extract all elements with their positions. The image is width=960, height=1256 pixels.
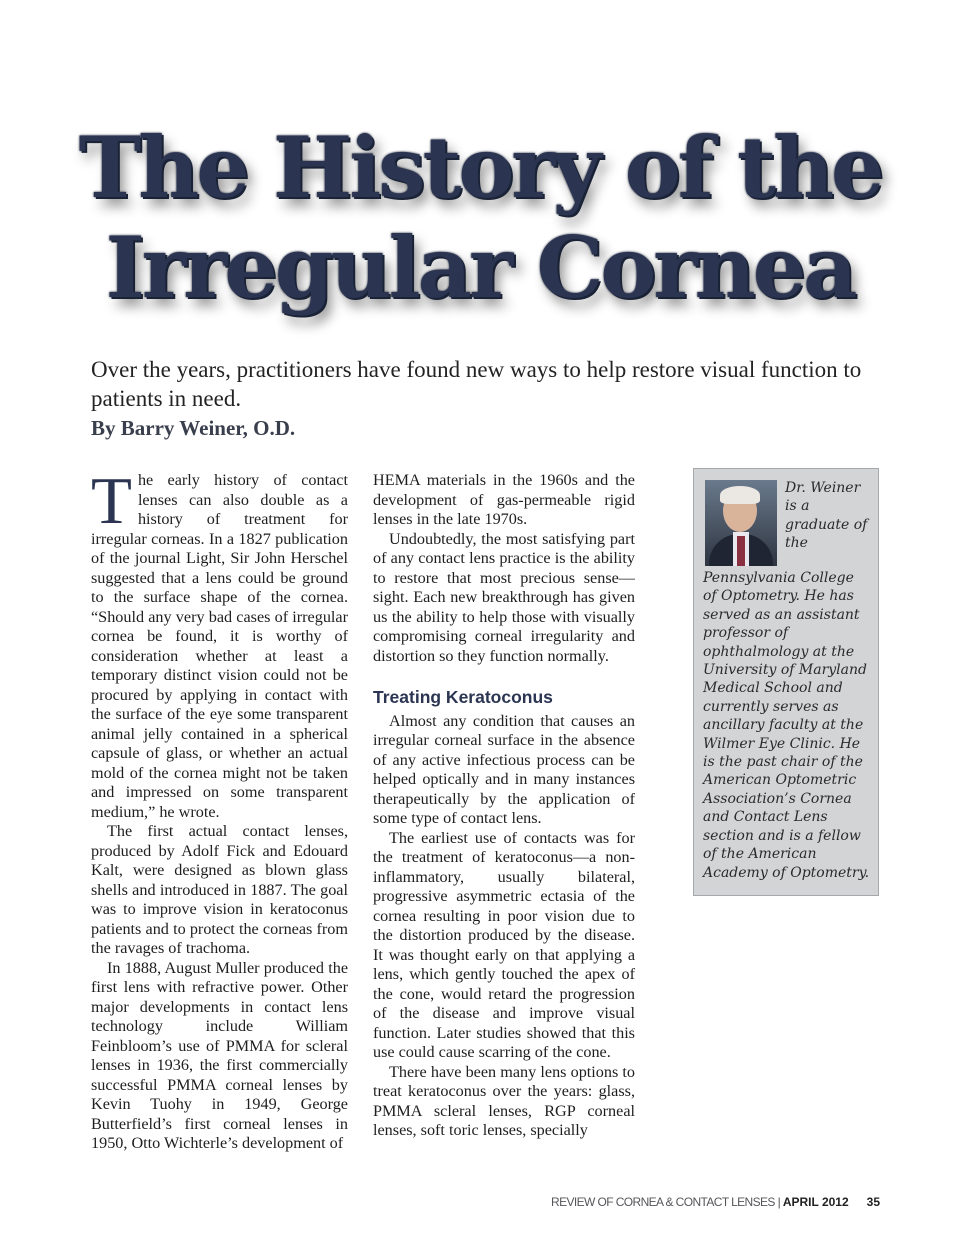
author-photo [705,480,777,566]
paragraph [91,464,348,822]
paragraph-text: he early history of contact lenses can also double as a history of treatment for irregular corneas. In a 1827 publication of the journal Light, Sir John Herschel suggested that a lens could be ground to the surface shape of the cornea. “Should any very bad cases of irregular cornea be found, it is worthy of consideration whether at least a temporary distinct vision could not be procured by applying in contact with the surface of the eye some transparent animal jelly contained in a spherical capsule of glass, or whether an actual mold of the cornea might not be taken and impressed on some transparent medium,” he wrote. [91,471,348,821]
paragraph: The first actual contact lenses, produced by Adolf Fick and Edouard Kalt, were designed as blown glass shells and introduced in 1887. The goal was to improve vision in keratoconus patients and to protect the corneas from the ravages of trachoma. [91,822,348,957]
body-column-1 [91,464,348,1154]
author-bio-sidebar [693,468,879,896]
body-column-2 [373,471,635,1141]
paragraph: HEMA materials in the 1960s and the development of gas-permeable rigid lenses in the late 1970s. [373,471,635,528]
author-bio-text: Dr. Weiner is a graduate of the Pennsylvania College of Optometry. He has served as an assistant professor of ophthalmology at the University of Maryland Medical School and currently serves as ancillary faculty at the Wilmer Eye Clinic. He is the past chair of the American Optometric Association’s Cornea and Contact Lens section and is a fellow of the American Academy of Optometry. [703,480,870,881]
paragraph: The earliest use of contacts was for the treatment of keratoconus—a non-inflammatory, usually bilateral, progressive asymmetric ectasia of the cornea resulting in poor vision due to the distortion produced by the disease. It was thought early on that applying a lens, which gently touched the apex of the cone, would retard the progression of the disease and improve visual function. Later studies showed that this use could cause scarring of the cone. [373,828,635,1061]
author-byline: By Barry Weiner, O.D. [91,416,296,440]
paragraph: There have been many lens options to treat keratoconus over the years: glass, PMMA scleral lenses, RGP corneal lenses, soft toric lenses, specially [373,1062,635,1139]
drop-cap: T [91,464,132,538]
section-heading: Treating Keratoconus [373,687,553,707]
paragraph: In 1888, August Muller produced the first lens with refractive power. Other major developments in contact lens technology include William Feinbloom’s use of PMMA for scleral lenses in 1936, the first commercially successful PMMA corneal lenses by Kevin Tuohy in 1949, George Butterfield’s first corneal lenses in 1950, Otto Wichterle’s development of [91,958,348,1152]
title-line-1: The History of the [78,118,882,217]
paragraph: Almost any condition that causes an irregular corneal surface in the absence of any active infectious process can be helped optically and in many instances therapeutically by the application of some type of contact lens. [373,711,635,827]
page-footer [551,1195,880,1209]
magazine-name: REVIEW OF CORNEA & CONTACT LENSES | [551,1195,783,1209]
article-deck: Over the years, practitioners have found new ways to help restore visual function to patients in need. [91,357,862,411]
title-line-2: Irregular Cornea [105,218,855,317]
paragraph: Undoubtedly, the most satisfying part of any contact lens practice is the ability to restore that most precious sense—sight. Each new breakthrough has given us the ability to help those with visually compromising corneal irregularity and distortion so they function normally. [373,529,635,665]
page-number: 35 [866,1195,880,1209]
issue-date: APRIL 2012 [782,1195,849,1209]
article-title [0,118,960,318]
